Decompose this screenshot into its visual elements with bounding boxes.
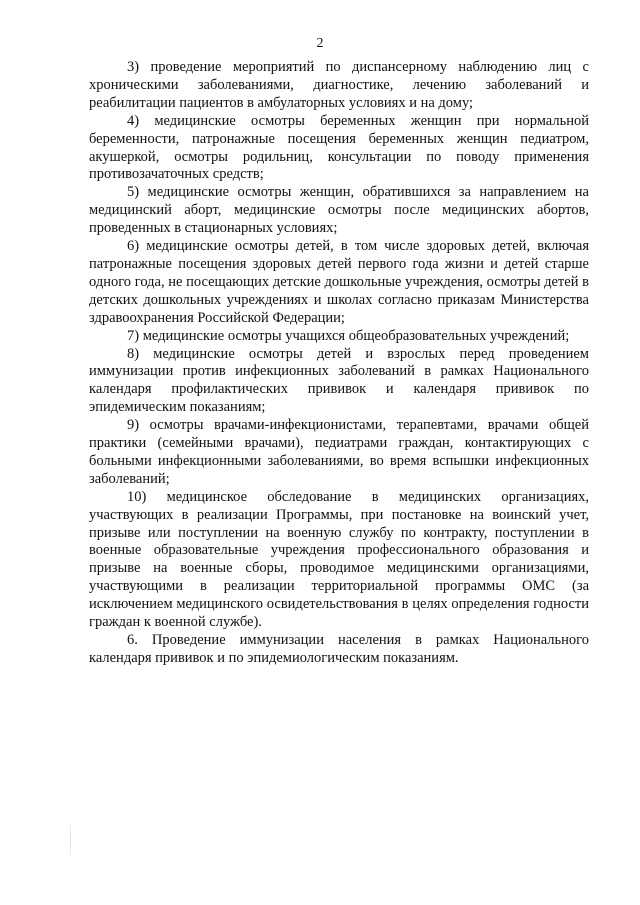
paragraph-item-3: 3) проведение мероприятий по диспансерному наблюдению лиц с хроническими заболеваниями, диагностике, лечению заболеваний и реабилитации пациентов в амбулаторных условиях и на дому; (89, 59, 589, 111)
paragraph-item-10: 10) медицинское обследование в медицинских организациях, участвующих в реализации Программы, при постановке на воинский учет, призыве или поступлении на военную службу по контракту, поступлении в военные образовательные учреждения профессионального образования и призыве на военные сборы, проводимое медицинскими организациями, участвующими в реализации территориальной программы ОМС (за исключением медицинского освидетельствования в целях определения годности граждан к военной службе). (89, 488, 589, 631)
document-body (89, 59, 589, 668)
paragraph-item-9: 9) осмотры врачами-инфекционистами, терапевтами, врачами общей практики (семейными врачами), педиатрами граждан, контактирующих с больными инфекционными заболеваниями, во время вспышки инфекционных заболеваний; (89, 417, 589, 487)
page-number: 2 (316, 36, 324, 51)
scan-artifact (70, 820, 71, 860)
paragraph-item-7: 7) медицинские осмотры учащихся общеобразовательных учреждений; (127, 327, 570, 344)
section-6-paragraph: 6. Проведение иммунизации населения в рамках Национального календаря прививок и по эпидемиологическим показаниям. (89, 632, 589, 666)
paragraph-item-6: 6) медицинские осмотры детей, в том числе здоровых детей, включая патронажные посещения здоровых детей первого года жизни и детей старше одного года, не посещающих детские дошкольные учреждения, осмотры детей в детских дошкольных учреждениях и школах согласно приказам Министерства здравоохранения Российской Федерации; (89, 238, 589, 326)
paragraph-item-5: 5) медицинские осмотры женщин, обратившихся за направлением на медицинский аборт, медицинские осмотры после медицинских абортов, проведенных в стационарных условиях; (89, 184, 589, 237)
paragraph-item-8: 8) медицинские осмотры детей и взрослых перед проведением иммунизации против инфекционных заболеваний в рамках Национального календаря профилактических прививок и календаря прививок по эпидемическим показаниям; (89, 345, 589, 416)
paragraph-item-4: 4) медицинские осмотры беременных женщин при нормальной беременности, патронажные посещения беременных женщин педиатром, акушеркой, осмотры родильниц, консультации по поводу применения противозачаточных средств; (89, 112, 589, 183)
